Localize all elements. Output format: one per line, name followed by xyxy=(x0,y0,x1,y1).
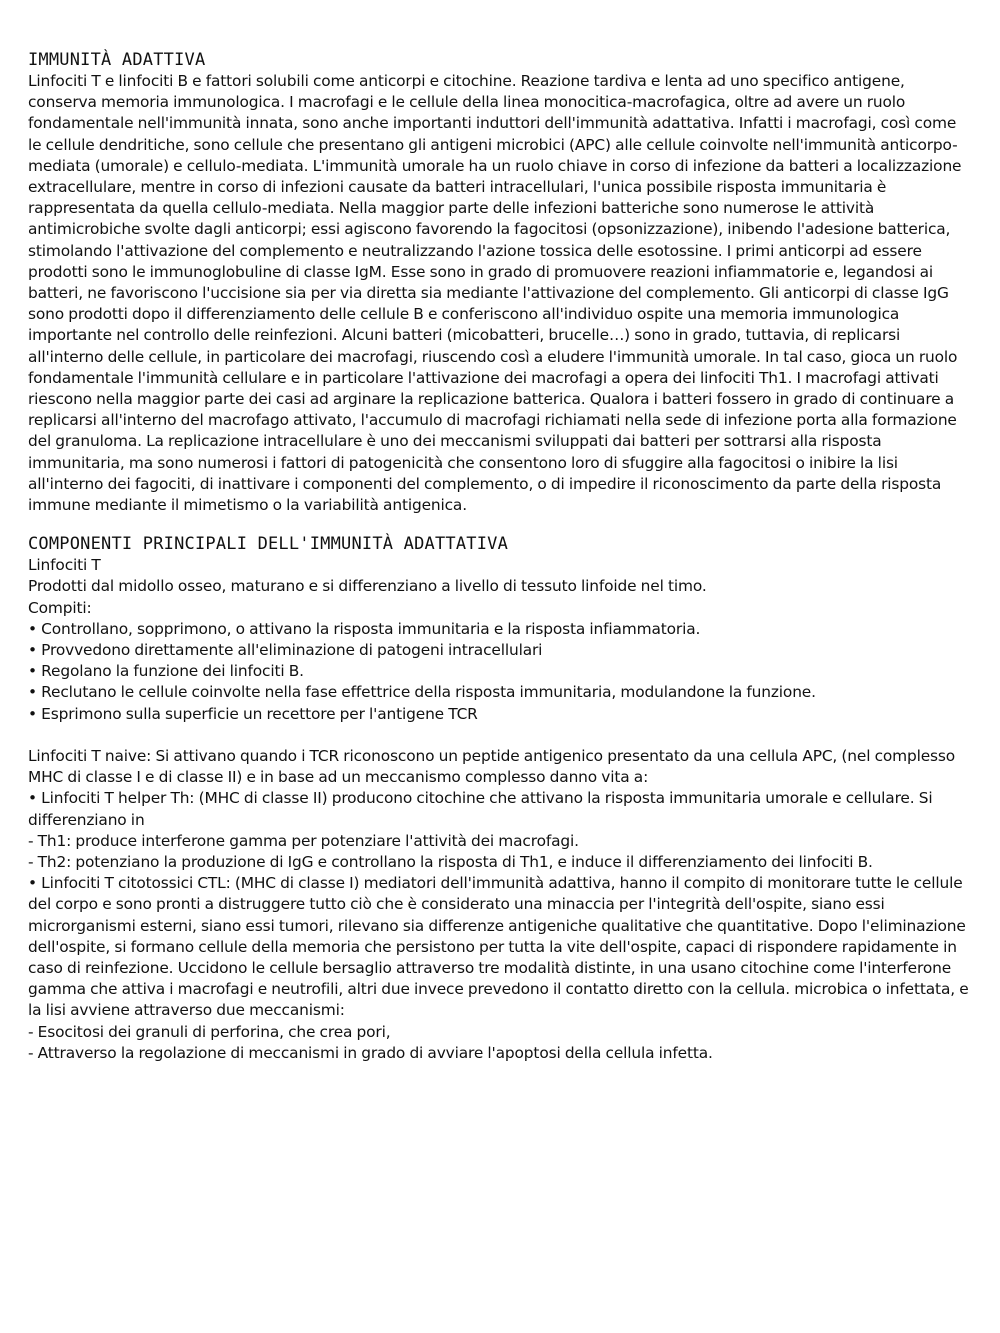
section-body-immunita-adattiva: Linfociti T e linfociti B e fattori solubili come anticorpi e citochine. Reazione tardiva e lenta ad uno specifico antigene, conserva memoria immunologica. I macrofagi e le cellule della linea monocitica-macrofagica, oltre ad avere un ruolo fondamentale nell'immunità innata, sono anche importanti induttori dell'immunità adattativa. Infatti i macrofagi, così come le cellule dendritiche, sono cellule che presentano gli antigeni microbici (APC) alle cellule coinvolte nell'immunità anticorpo-mediata (umorale) e cellulo-mediata. L'immunità umorale ha un ruolo chiave in corso di infezione da batteri a localizzazione extracellulare, mentre in corso di infezioni causate da batteri intracellulari, l'unica possibile risposta immunitaria è rappresentata da quella cellulo-mediata. Nella maggior parte delle infezioni batteriche sono numerose le attività antimicrobiche svolte dagli anticorpi; essi agiscono favorendo la fagocitosi (opsonizzazione), inibendo l'adesione batterica, stimolando l'attivazione del complemento e neutralizzando l'azione tossica delle esotossine. I primi anticorpi ad essere prodotti sono le immunoglobuline di classe IgM. Esse sono in grado di promuovere reazioni infiammatorie e, legandosi ai batteri, ne favoriscono l'uccisione sia per via diretta sia mediante l'attivazione del complemento. Gli anticorpi di classe IgG sono prodotti dopo il differenziamento delle cellule B e conferiscono all'individuo ospite una memoria immunologica importante nel controllo delle reinfezioni. Alcuni batteri (micobatteri, brucelle…) sono in grado, tuttavia, di replicarsi all'interno delle cellule, in particolare dei macrofagi, riuscendo così a eludere l'immunità umorale. In tal caso, gioca un ruolo fondamentale l'immunità cellulare e in particolare l'attivazione dei macrofagi a opera dei linfociti Th1. I macrofagi attivati riescono nella maggior parte dei casi ad arginare la replicazione batterica. Qualora i batteri fossero in grado di continuare a replicarsi all'interno del macrofago attivato, l'accumulo di macrofagi richiamati nella sede di infezione porta alla formazione del granuloma. La replicazione intracellulare è uno dei meccanismi sviluppati dai batteri per sottrarsi alla risposta immunitaria, ma sono numerosi i fattori di patogenicità che consentono loro di sfuggire alla fagocitosi o inibire la lisi all'interno dei fagociti, di inattivare i componenti del complemento, o di impedire il riconoscimento da parte della risposta immune mediante il mimetismo o la variabilità antigenica. xyxy=(28,72,962,515)
paragraph-naive: Linfociti T naive: Si attivano quando i TCR riconoscono un peptide antigenico presentato da una cellula APC, (nel complesso MHC di classe I e di classe II) e in base ad un meccanismo complesso danno vita a: xyxy=(28,746,956,787)
section-title-componenti: COMPONENTI PRINCIPALI DELL'IMMUNITÀ ADATTATIVA xyxy=(28,534,509,555)
paragraph-th2: - Th2: potenziano la produzione di IgG e controllano la risposta di Th1, e induce il differenziamento dei linfociti B. xyxy=(28,852,873,871)
list-item: • Provvedono direttamente all'eliminazione di patogeni intracellulari xyxy=(28,640,970,661)
subtitle-linfociti-t: Linfociti T xyxy=(28,556,101,575)
spacer xyxy=(28,725,970,746)
list-item: • Esprimono sulla superficie un recettore per l'antigene TCR xyxy=(28,704,970,725)
paragraph-ctl: • Linfociti T citotossici CTL: (MHC di classe I) mediatori dell'immunità adattiva, hanno il compito di monitorare tutte le cellule del corpo e sono pronti a distruggere tutto ciò che è considerato una minaccia per l'integrità dell'ospite, siano essi microrganismi esterni, siano essi tumori, rilevano sia differenze antigeniche qualitative che quantitative. Dopo l'eliminazione dell'ospite, si formano cellule della memoria che persistono per tutta la vite dell'ospite, capaci di rispondere rapidamente in caso di reinfezione. Uccidono le cellule bersaglio attraverso tre modalità distinte, in una usano citochine come l'interferone gamma che attiva i macrofagi e neutrofili, altri due invece prevedono il contatto diretto con la cellula. microbica o infettata, e la lisi avviene attraverso due meccanismi: xyxy=(28,874,969,1020)
list-item: • Regolano la funzione dei linfociti B. xyxy=(28,661,970,682)
list-item: • Controllano, sopprimono, o attivano la risposta immunitaria e la risposta infiammatoria. xyxy=(28,619,970,640)
tasks-label: Compiti: xyxy=(28,598,92,617)
section-title-immunita-adattiva: IMMUNITÀ ADATTIVA xyxy=(28,50,206,70)
spacer xyxy=(28,516,970,534)
paragraph-helper: • Linfociti T helper Th: (MHC di classe II) producono citochine che attivano la risposta immunitaria umorale e cellulare. Si differenziano in xyxy=(28,789,933,829)
intro-linfociti-t: Prodotti dal midollo osseo, maturano e si differenziano a livello di tessuto linfoide nel timo. xyxy=(28,577,707,596)
paragraph-mechanism-1: - Esocitosi dei granuli di perforina, che crea pori, xyxy=(28,1022,391,1041)
paragraph-th1: - Th1: produce interferone gamma per potenziare l'attività dei macrofagi. xyxy=(28,831,579,850)
list-item: • Reclutano le cellule coinvolte nella fase effettrice della risposta immunitaria, modulandone la funzione. xyxy=(28,682,970,703)
paragraph-mechanism-2: - Attraverso la regolazione di meccanismi in grado di avviare l'apoptosi della cellula infetta. xyxy=(28,1043,713,1062)
tasks-list xyxy=(28,619,970,725)
